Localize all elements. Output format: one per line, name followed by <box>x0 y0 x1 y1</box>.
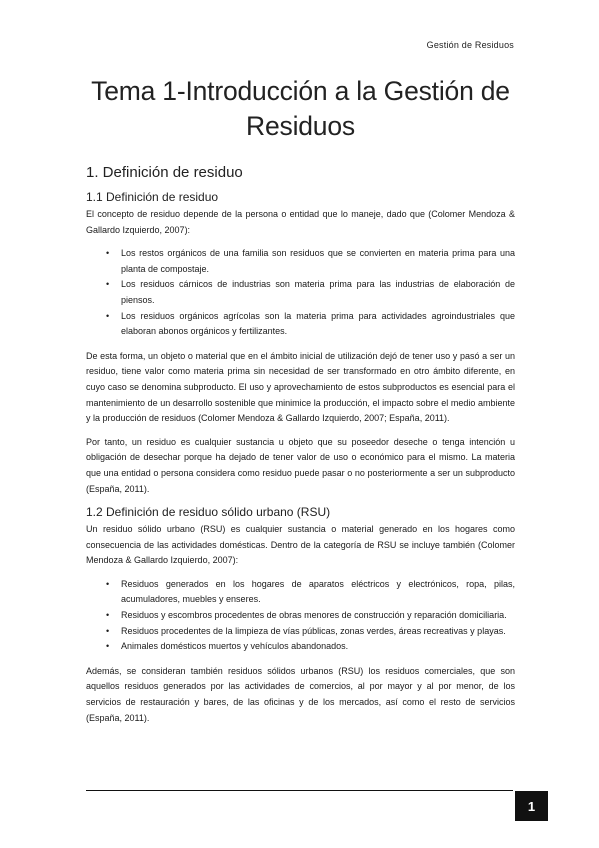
page-content <box>86 74 515 734</box>
list-item-text: Residuos generados en los hogares de aparatos eléctricos y electrónicos, ropa, pilas, acumuladores, muebles y enseres. <box>121 578 515 605</box>
list-item-text: Los residuos orgánicos agrícolas son la materia prima para actividades agroindustriales que elaboran abonos orgánicos y fertilizantes. <box>121 310 515 337</box>
running-header: Gestión de Residuos <box>426 40 514 50</box>
bullet-icon: • <box>106 625 110 636</box>
list-item-text: Animales domésticos muertos y vehículos abandonados. <box>121 641 349 652</box>
paragraph-intro-1-1: El concepto de residuo depende de la persona o entidad que lo maneje, dado que (Colomer Mendoza & Gallardo Izquierdo, 2007): <box>86 209 515 235</box>
bullet-list-1-1 <box>86 246 515 340</box>
document-title: Tema 1-Introducción a la Gestión de Residuos <box>91 76 510 141</box>
footer-rule <box>86 790 513 791</box>
list-item-text: Los restos orgánicos de una familia son residuos que se convierten en materia prima para una planta de compostaje. <box>121 248 515 274</box>
list-item <box>86 608 515 624</box>
list-item <box>86 577 515 608</box>
list-item <box>86 309 515 340</box>
page-number: 1 <box>515 791 548 821</box>
list-item-text: Residuos procedentes de la limpieza de vías públicas, zonas verdes, áreas recreativas y playas. <box>121 625 506 636</box>
subsection-heading-1-2: 1.2 Definición de residuo sólido urbano (RSU) <box>86 505 331 520</box>
bullet-icon: • <box>106 310 110 321</box>
list-item <box>86 277 515 308</box>
paragraph-1-2-b: Además, se consideran también residuos sólidos urbanos (RSU) los residuos comerciales, que son aquellos residuos generados por las actividades de comercios, al por mayor y al por menor, de los servicios de restauración y bares, de las oficinas y de los mercados, así como el resto de servicios (España, 2011). <box>86 665 515 723</box>
bullet-icon: • <box>106 610 110 621</box>
bullet-icon: • <box>106 641 110 652</box>
bullet-icon: • <box>106 248 110 259</box>
list-item-text: Los residuos cárnicos de industrias son materia prima para las industrias de elaboración de piensos. <box>121 279 515 305</box>
paragraph-1-1-b: De esta forma, un objeto o material que en el ámbito inicial de utilización dejó de tener uso y pasó a ser un residuo, tiene valor como materia prima sin necesidad de ser transformado en otro ámbito diferente, en cuyo caso se denomina subproducto. El uso y aprovechamiento de estos subproductos es esencial para el mantenimiento de un desarrollo sostenible que minimice la producción, el impacto sobre el medio ambiente y la producción de residuos (Colomer Mendoza & Gallardo Izquierdo, 2007; España, 2011). <box>86 350 515 424</box>
bullet-icon: • <box>106 578 110 589</box>
list-item-text: Residuos y escombros procedentes de obras menores de construcción y reparación domiciliaria. <box>121 610 507 621</box>
section-heading-1: 1. Definición de residuo <box>86 164 243 181</box>
list-item <box>86 246 515 277</box>
paragraph-intro-1-2: Un residuo sólido urbano (RSU) es cualquier sustancia o material generado en los hogares como consecuencia de las actividades domésticas. Dentro de la categoría de RSU se incluye también (Colomer Mendoza & Gallardo Izquierdo, 2007): <box>86 524 515 566</box>
subsection-heading-1-1: 1.1 Definición de residuo <box>86 190 219 204</box>
list-item <box>86 624 515 640</box>
paragraph-1-1-c: Por tanto, un residuo es cualquier sustancia u objeto que su poseedor deseche o tenga intención u obligación de desechar porque ha dejado de tener valor de uso o económico para el mismo. La materia que una entidad o persona considera como residuo puede pasar o no posteriormente a ser un subproducto (España, 2011). <box>86 436 515 494</box>
list-item <box>86 639 515 655</box>
bullet-icon: • <box>106 279 110 290</box>
bullet-list-1-2 <box>86 577 515 655</box>
